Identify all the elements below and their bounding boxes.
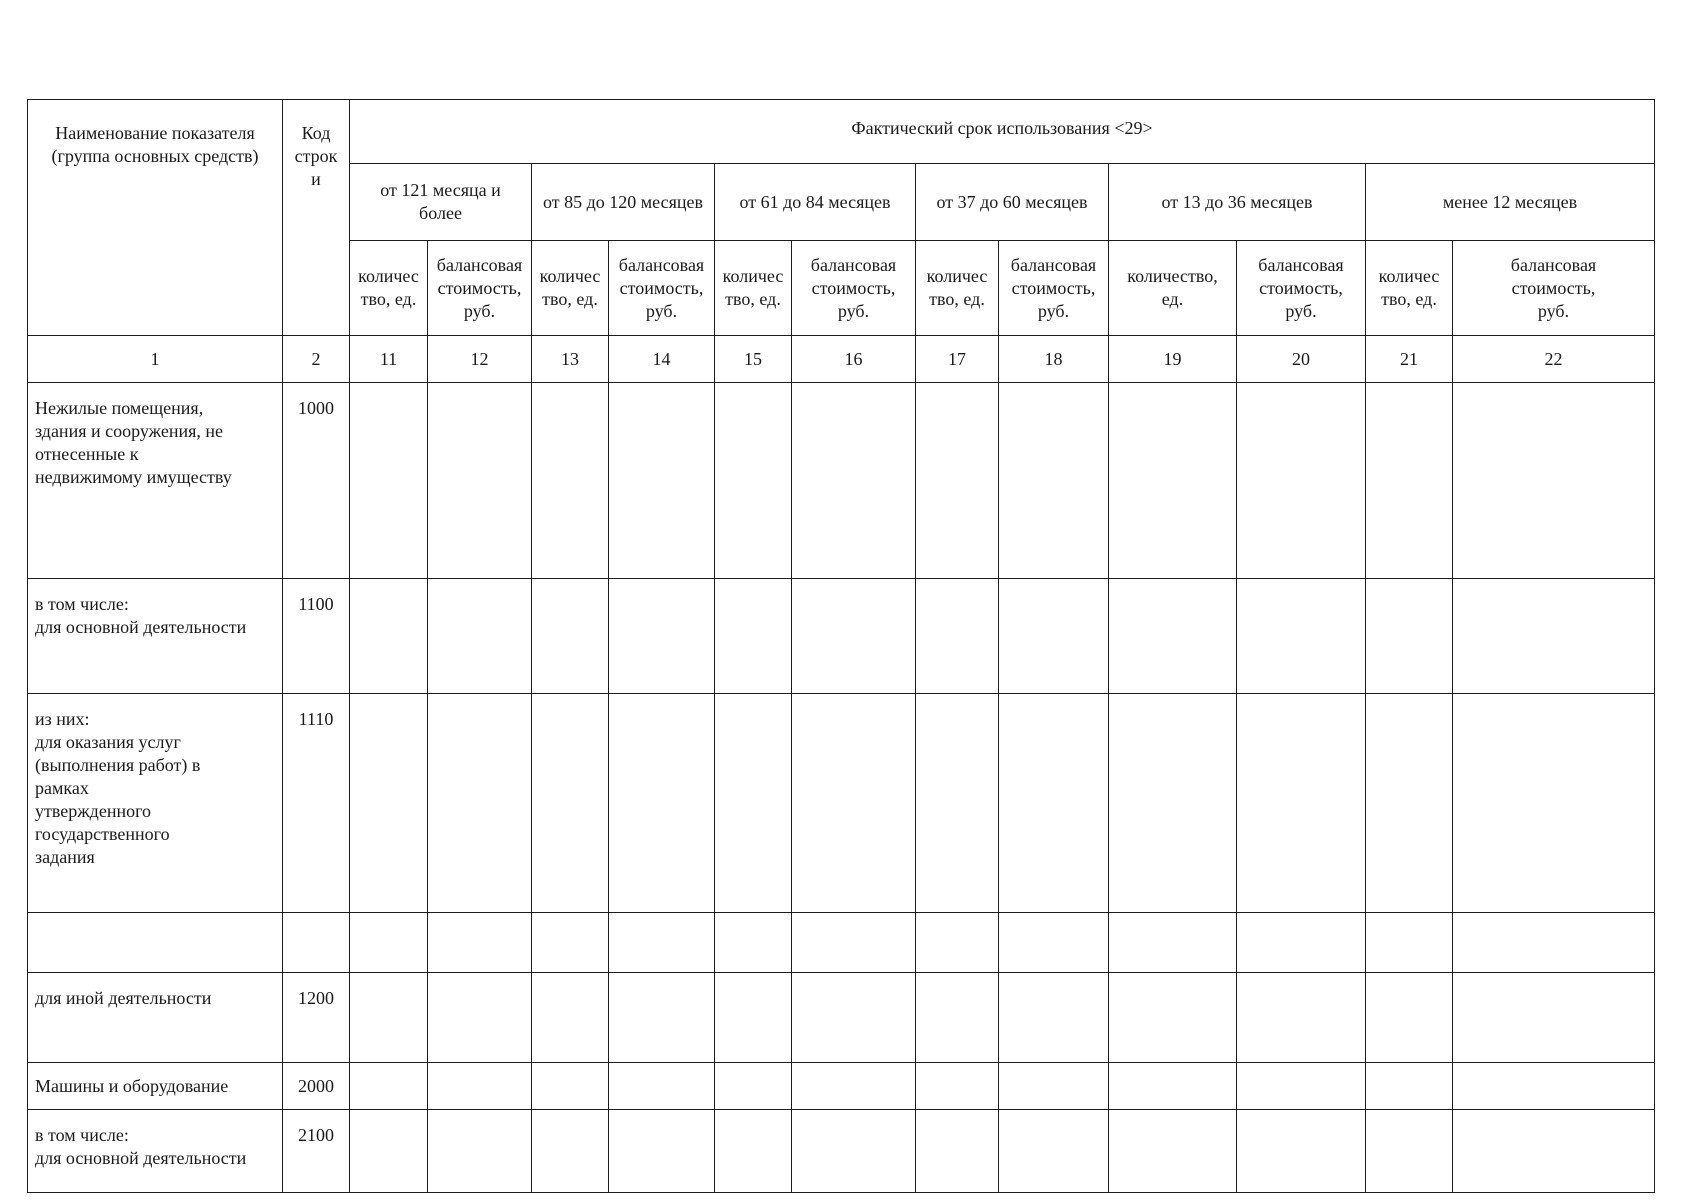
row-code: 2100 — [283, 1110, 350, 1193]
empty-cell — [1109, 579, 1237, 694]
header-range-13-36: от 13 до 36 месяцев — [1109, 164, 1366, 241]
empty-cell — [428, 973, 532, 1063]
column-number: 11 — [350, 336, 428, 383]
empty-cell — [609, 579, 715, 694]
header-unit-quantity: количес тво, ед. — [916, 241, 999, 336]
empty-cell — [999, 579, 1109, 694]
empty-cell — [350, 579, 428, 694]
table-row — [28, 973, 1655, 1063]
empty-cell — [715, 694, 792, 913]
table-row — [28, 694, 1655, 913]
empty-cell — [999, 694, 1109, 913]
empty-cell — [1453, 973, 1655, 1063]
empty-cell — [532, 1063, 609, 1110]
empty-cell — [350, 1110, 428, 1193]
empty-cell — [428, 579, 532, 694]
row-code — [283, 913, 350, 973]
empty-cell — [792, 1110, 916, 1193]
row-code: 2000 — [283, 1063, 350, 1110]
row-indicator-name: в том числе: для основной деятельности — [28, 579, 283, 694]
empty-cell — [532, 383, 609, 579]
column-number: 13 — [532, 336, 609, 383]
header-row-title — [28, 100, 1655, 164]
empty-cell — [532, 694, 609, 913]
empty-cell — [428, 913, 532, 973]
empty-cell — [609, 973, 715, 1063]
empty-cell — [792, 913, 916, 973]
row-indicator-name: из них: для оказания услуг (выполнения работ) в рамках утвержденного государственного задания — [28, 694, 283, 913]
column-number: 22 — [1453, 336, 1655, 383]
usage-period-table-sheet — [27, 99, 1654, 1193]
table-row — [28, 383, 1655, 579]
empty-cell — [532, 973, 609, 1063]
empty-cell — [428, 383, 532, 579]
empty-cell — [1366, 1063, 1453, 1110]
empty-cell — [1109, 694, 1237, 913]
row-code: 1100 — [283, 579, 350, 694]
row-code: 1200 — [283, 973, 350, 1063]
empty-cell — [609, 1110, 715, 1193]
empty-cell — [715, 1063, 792, 1110]
empty-cell — [1109, 913, 1237, 973]
empty-cell — [999, 383, 1109, 579]
header-unit-quantity: количество, ед. — [1109, 241, 1237, 336]
header-unit-book-value: балансовая стоимость, руб. — [609, 241, 715, 336]
empty-cell — [916, 973, 999, 1063]
empty-cell — [1366, 579, 1453, 694]
empty-cell — [428, 1063, 532, 1110]
empty-cell — [1237, 1063, 1366, 1110]
column-number: 20 — [1237, 336, 1366, 383]
header-range-under-12: менее 12 месяцев — [1366, 164, 1655, 241]
column-number: 15 — [715, 336, 792, 383]
fixed-assets-usage-table — [27, 99, 1655, 1193]
table-row — [28, 1063, 1655, 1110]
table-row — [28, 1110, 1655, 1193]
empty-cell — [916, 913, 999, 973]
empty-cell — [1453, 579, 1655, 694]
empty-cell — [1237, 913, 1366, 973]
empty-cell — [1453, 1110, 1655, 1193]
empty-cell — [428, 1110, 532, 1193]
empty-cell — [715, 1110, 792, 1193]
empty-cell — [1453, 913, 1655, 973]
header-range-85-120: от 85 до 120 месяцев — [532, 164, 715, 241]
column-number: 12 — [428, 336, 532, 383]
empty-cell — [609, 1063, 715, 1110]
empty-cell — [792, 694, 916, 913]
column-number: 2 — [283, 336, 350, 383]
column-number: 17 — [916, 336, 999, 383]
row-indicator-name: для иной деятельности — [28, 973, 283, 1063]
row-indicator-name: Машины и оборудование — [28, 1063, 283, 1110]
empty-cell — [792, 579, 916, 694]
row-indicator-name: в том числе: для основной деятельности — [28, 1110, 283, 1193]
empty-cell — [609, 383, 715, 579]
empty-cell — [916, 1063, 999, 1110]
empty-cell — [715, 579, 792, 694]
row-indicator-name — [28, 913, 283, 973]
empty-cell — [792, 1063, 916, 1110]
row-code: 1110 — [283, 694, 350, 913]
empty-cell — [792, 973, 916, 1063]
header-row-code: Код строк и — [283, 100, 350, 336]
empty-cell — [1237, 1110, 1366, 1193]
header-unit-book-value: балансовая стоимость, руб. — [1453, 241, 1655, 336]
empty-cell — [532, 1110, 609, 1193]
header-range-37-60: от 37 до 60 месяцев — [916, 164, 1109, 241]
empty-cell — [1453, 383, 1655, 579]
empty-cell — [916, 694, 999, 913]
empty-cell — [1237, 579, 1366, 694]
column-number: 21 — [1366, 336, 1453, 383]
empty-cell — [428, 694, 532, 913]
empty-cell — [715, 913, 792, 973]
empty-cell — [1453, 1063, 1655, 1110]
empty-cell — [1109, 383, 1237, 579]
empty-cell — [1366, 1110, 1453, 1193]
empty-cell — [792, 383, 916, 579]
header-unit-book-value: балансовая стоимость, руб. — [999, 241, 1109, 336]
column-number: 19 — [1109, 336, 1237, 383]
empty-cell — [350, 913, 428, 973]
empty-cell — [999, 973, 1109, 1063]
empty-cell — [999, 1063, 1109, 1110]
empty-cell — [609, 913, 715, 973]
header-unit-quantity: количес тво, ед. — [350, 241, 428, 336]
header-unit-book-value: балансовая стоимость, руб. — [1237, 241, 1366, 336]
table-row — [28, 579, 1655, 694]
empty-cell — [1237, 694, 1366, 913]
empty-cell — [1109, 1063, 1237, 1110]
row-code: 1000 — [283, 383, 350, 579]
header-range-121-plus: от 121 месяца и более — [350, 164, 532, 241]
column-number: 1 — [28, 336, 283, 383]
empty-cell — [1453, 694, 1655, 913]
empty-cell — [999, 1110, 1109, 1193]
empty-cell — [715, 383, 792, 579]
empty-cell — [1237, 973, 1366, 1063]
empty-cell — [350, 973, 428, 1063]
empty-cell — [916, 383, 999, 579]
header-unit-book-value: балансовая стоимость, руб. — [428, 241, 532, 336]
row-indicator-name: Нежилые помещения, здания и сооружения, не отнесенные к недвижимому имуществу — [28, 383, 283, 579]
header-range-61-84: от 61 до 84 месяцев — [715, 164, 916, 241]
header-indicator-name: Наименование показателя (группа основных средств) — [28, 100, 283, 336]
empty-cell — [532, 579, 609, 694]
empty-cell — [1366, 383, 1453, 579]
empty-cell — [350, 383, 428, 579]
header-unit-quantity: количес тво, ед. — [532, 241, 609, 336]
empty-cell — [350, 1063, 428, 1110]
empty-cell — [715, 973, 792, 1063]
column-number: 18 — [999, 336, 1109, 383]
table-row — [28, 913, 1655, 973]
empty-cell — [1366, 694, 1453, 913]
column-number: 14 — [609, 336, 715, 383]
column-number: 16 — [792, 336, 916, 383]
empty-cell — [916, 1110, 999, 1193]
empty-cell — [916, 579, 999, 694]
empty-cell — [1109, 973, 1237, 1063]
empty-cell — [350, 694, 428, 913]
empty-cell — [532, 913, 609, 973]
empty-cell — [609, 694, 715, 913]
empty-cell — [1366, 973, 1453, 1063]
empty-cell — [1366, 913, 1453, 973]
header-unit-book-value: балансовая стоимость, руб. — [792, 241, 916, 336]
header-unit-quantity: количес тво, ед. — [715, 241, 792, 336]
header-unit-quantity: количес тво, ед. — [1366, 241, 1453, 336]
empty-cell — [1237, 383, 1366, 579]
header-actual-usage-period: Фактический срок использования <29> — [350, 100, 1655, 164]
empty-cell — [999, 913, 1109, 973]
column-number-row — [28, 336, 1655, 383]
empty-cell — [1109, 1110, 1237, 1193]
